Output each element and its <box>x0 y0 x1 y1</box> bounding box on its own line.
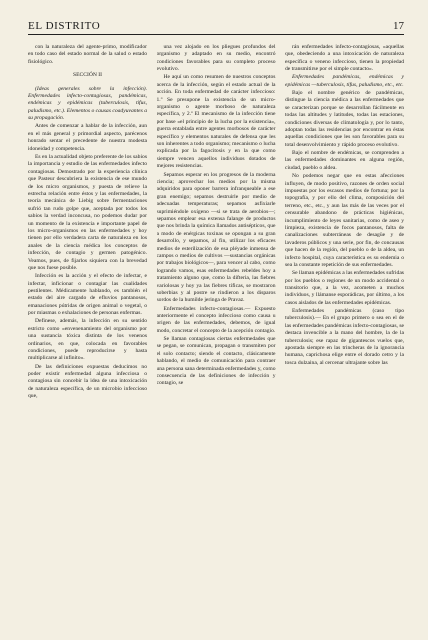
paragraph: Infección es la acción y el efecto de infectar, e infectar, inficionar o contagiar las cualidades pestilentes. Médicamente hablando, es también el estado del aire cargado de efluvios pantanosos, emanaciones pútridas de origen animal o vegetal, o por miasmas o exhalaciones de personas enfermas. <box>28 273 147 317</box>
paragraph: Definese, además, la infección en su sentido estricto como «envenenamiento del organismo por una sustancia tóxica distinta de los venenos ordinarios, en que, colocada en favorables condiciones, puede reproducirse y hasta multiplicarse al infinito». <box>28 318 147 362</box>
paragraph: Bajo el nombre genérico de pandémicas, distingue la ciencia médica a las enfermedades que se caracterizan porque se desarrollan fácilmente en todas las altitudes y latitudes, todas las estaciones, condiciones diversas de climatología y, por lo tanto, adoptan todas las residencias por encontrar en éstas aquellas condiciones que les son favorables para su total desenvolvimiento y rápido proceso evolutivo. <box>285 90 404 148</box>
paragraph: con la naturaleza del agente-primo, modificador en todo caso del estado normal de la salud o estado fisiológico. <box>28 44 147 65</box>
paragraph: Se llaman contagiosas ciertas enfermedades que se pegan, se comunican, propagan o transmiten por el solo contacto; siendo el contacto, clásicamente hablando, el medio de comunicación para contraer una persona sana determinada enfermedades y, como consecuencia de las definiciones de infección y contagio, se <box>156 336 276 387</box>
paragraph: Enfermedades infecto-contagiosas.— Expuesto anteriormente el concepto infeccioso como causa u origen de las enfermedades, debemos, de igual modo, concretar el concepto de la acepción contagio. <box>156 305 276 334</box>
paragraph: De las definiciones expuestas deducimos no poder existir enfermedad alguna infecciosa o contagiosa sin concebir la idea de una intoxicación de naturaleza específica, de un microbio infeccioso que, <box>28 363 147 400</box>
section-heading: SECCIÓN II <box>72 72 103 79</box>
page-number: 17 <box>393 20 404 32</box>
section-subtitle <box>28 86 147 123</box>
paragraph: Bajo el nombre de endémicas, se comprenden a las enfermedades dominantes en alguna región, ciudad, pueblo o aldea. <box>285 150 404 171</box>
column-2 <box>157 44 276 632</box>
paragraph: rán enfermedades infecto-contagiosas, «aquellas que, obedeciendo a una intoxicación de naturaleza específica o veneno infeccioso, tienen la propiedad de transmitirse por el simple contacto». <box>285 44 404 73</box>
paragraph: Sepamos esperar en los progresos de la moderna ciencia; aprovechar los medios por la misma adquiridos para oponer barrera infranqueable a ese gran enemigo; sepamos destruirle por medio de adecuadas temperaturas; sepamos asfixiarle suprimiéndole oxígeno —si se trata de aerobios—; sepamos emplear esa extensa falange de productos que nos brinda la química llamados antisépticos, que a modo de enérgicas toxinas se opongan a su gran desarrollo, y sepamos, al fin, utilizar los eficaces medios de esterilización de esa pléyade inmensa de campos o medios de cultivos —sustancias orgánicas por trabajos biológicos—, para vencer al cabo, como logrando vamos, esas enfermedades rebeldes hoy a tratamiento alguno que, como la difteria, las fiebres variolosas y hoy ya las fiebres tíficas, se mostraron soberbias y al postre se rindieron a los disparos sordos de la humilde jeringa de Pravaz. <box>156 171 276 304</box>
subtitle-text: (Ideas generales sobre la infección). Enfermedades infecto-contagiosas, pandémicas, endémicas y epidémicas (tuberculosis, tifus, paludismo, etc.). Elementos o causas coadyuvantes a su propagación. <box>28 85 147 122</box>
column-3 <box>285 44 404 632</box>
italic-heading: Enfermedades pandémicas, endémicas y epidémicas —tuberculosis, tifus, paludismo, etc., etc. <box>285 74 404 88</box>
running-header <box>28 16 404 35</box>
paragraph: Antes de comenzar a hablar de la infección, aun en el más general y primordial aspecto, parécenos honrado sentar el precedente de nuestra modesta idoneidad y competencia. <box>28 123 147 152</box>
paragraph: Es en la actualidad objeto preferente de los sabios la importancia y estudio de las enfermedades infecto contagiosas. Demostrado por la experiencia clínica que Pasteur descubriera la existencia de ese mundo de los micro organismos, y puesta de relieve la estrecha relación entre éstos y las enfermedades, la teoría mecánica de Liebig sobre fermentaciones sufrió tan rudo golpe que, aceptada por todos los sabios la verdad inconcusa, no podemos dudar por un momento de la existencia e importante papel de los micro-organismos en las enfermedades y hoy tienen por ello verdadera carta de naturaleza en los anales de la ciencia médica los conceptos de infección, de contagio y germen patogénico. Veamos, pues, de fijarlos siquiera con la brevedad que nos fuese posible. <box>28 153 147 271</box>
paragraph: He aquí un como resumen de nuestros conceptos acerca de la infección, según el estado actual de la acción. En toda enfermedad de carácter infeccioso: 1.º Se presupone la existencia de un micro-organismo o agente morboso de naturaleza específica, y 2.º El mecanismo de la infección tiene por base «el principio de la lucha por la existencia», guerra entablada entre agentes morbosos de carácter específico y elementos naturales de defensa que les son inherentes a todo organismo; mecanismo o lucha explicada por la fagocitosis y en la que como siempre vencen aquellos individuos dotados de mejores resistencias. <box>156 74 276 170</box>
paragraph-italic <box>285 74 404 89</box>
text-columns <box>28 44 404 632</box>
paragraph: No podemos negar que en estas afecciones influyen, de modo positivo, razones de orden social impuestas por los escasos medios de fortuna; por la topografía, y por ello del clima, composición del terreno, etc., etc., y aun las más de las veces por el censurable abandono de prácticas higiénicas, incumplimiento de leyes sanitarias, como de aseo y limpieza, existencia de focos pantanosos, falta de canalizaciones subterráneas de desagüe y de lavaderos públicos y una serie, por fin, de concausas que hacen de la región, del pueblo o de la aldea, un infecto hospital, cuya característica es su endemia o sea la constante repetición de sus enfermedades. <box>285 173 404 268</box>
column-1 <box>28 44 147 632</box>
journal-title: EL DISTRITO <box>28 20 101 32</box>
paragraph: Enfermedades pandémicas (caso tipo tuberculosis).— En el grupo primero o sea en el de las enfermedades pandémicas infecto-contagiosas, se destaca invencible a la mano del hombre, la de la tuberculosis; ese rapaz de gigantescos vuelos que, apostada siempre en las trincheras de la ignorancia humana, caprichosa elige entre el dorado cetro y la tosca dulzaina, al cercenar ultrajante sobre las <box>285 308 404 366</box>
paragraph: Se llaman epidémicas a las enfermedades sufridas por los pueblos o regiones de un modo accidental o transitorio que, a la vez, acometen a muchos individuos, y llámanse esporádicas, por último, a los casos aislados de las enfermedades epidémicas. <box>285 270 404 306</box>
paragraph: una vez alojado en los pliegues profundos del organismo y adaptado en su medio, encontró condiciones favorables para su completo proceso evolutivo. <box>156 44 276 73</box>
